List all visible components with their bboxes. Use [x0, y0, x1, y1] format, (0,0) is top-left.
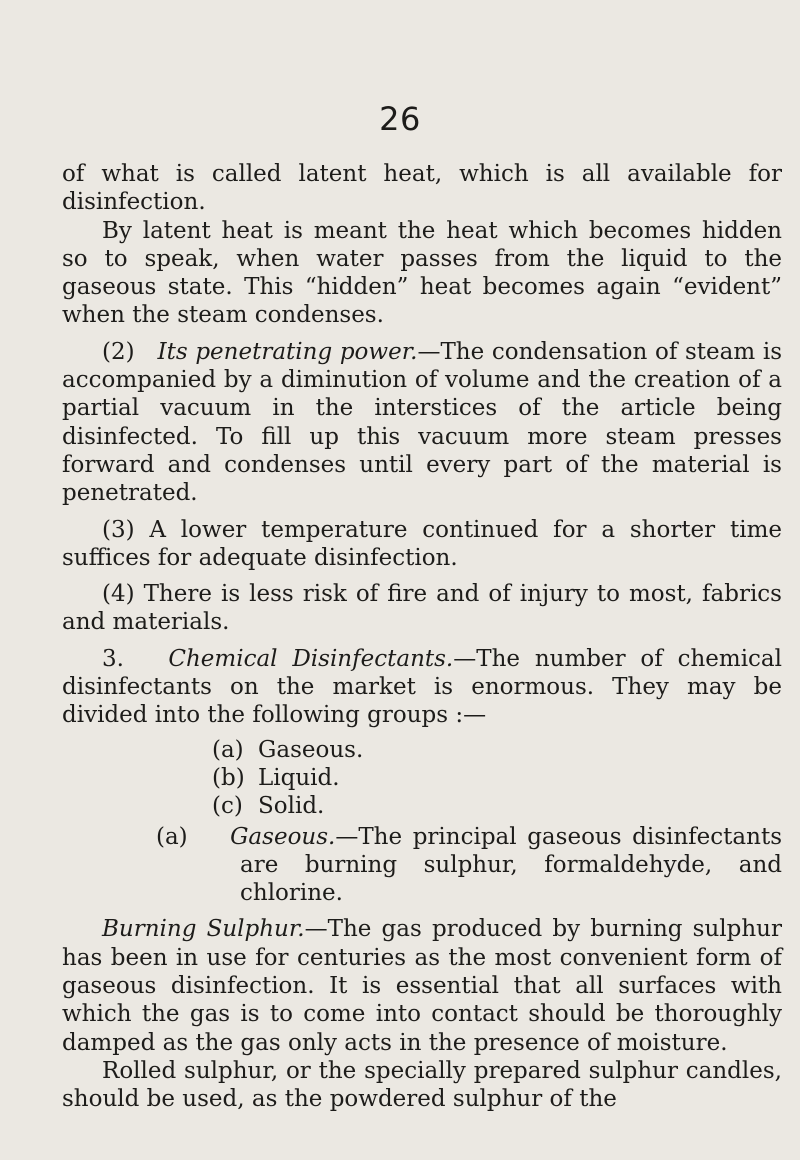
paragraph-lower-temperature: (3) A lower temperature continued for a shorter time suffices for adequate disinfection. — [62, 516, 782, 571]
list-item — [212, 764, 782, 792]
subsection-text: —The gas produced by burning sulphur has been in use for centuries as the most convenient form of gaseous disinfection. It is essential that all surfaces with which the gas is to come into contact should be thoroughly damped as the gas only acts in the presence of moisture. — [62, 916, 782, 1056]
subsection-title: Burning Sulphur. — [102, 916, 305, 943]
paragraph-penetrating-power — [62, 338, 782, 508]
section-title: Chemical Disinfectants. — [168, 645, 454, 672]
page-body — [62, 160, 782, 1114]
paragraph-burning-sulphur — [62, 915, 782, 1056]
list-label: Gaseous. — [258, 736, 364, 763]
section-text: —The number of chemical disinfectants on the market is enormous. They may be divided into the following groups :— — [62, 645, 782, 729]
item-text: —The condensation of steam is accompanied by a diminution of volume and the creation of a partial vacuum in the interstices of the article being disinfected. To fill up this vacuum more steam presses forward and condenses until every part of the material is penetrated. — [62, 338, 782, 507]
list-marker: (b) — [212, 764, 245, 791]
list-item — [212, 792, 782, 820]
item-title: Its penetrating power. — [157, 338, 418, 365]
paragraph-fire-risk: (4) There is less risk of fire and of injury to most, fabrics and materials. — [62, 581, 782, 636]
section-number: 3. — [102, 645, 124, 672]
paragraph-gaseous — [62, 823, 782, 908]
paragraph-rolled-sulphur: Rolled sulphur, or the specially prepared sulphur candles, should be used, as the powdered sulphur of the — [62, 1057, 782, 1113]
list-item — [212, 736, 782, 764]
paragraph-continuation: of what is called latent heat, which is all available for disinfection. — [62, 161, 782, 216]
paragraph-latent-heat: By latent heat is meant the heat which becomes hidden so to speak, when water passes from the liquid to the gaseous state. This “hidden” heat becomes again “evident” when the steam condenses. — [62, 217, 782, 329]
item-number: (2) — [102, 338, 135, 365]
groups-list — [62, 736, 782, 821]
list-label: Solid. — [258, 793, 325, 820]
list-label: Liquid. — [258, 764, 340, 791]
subsection-title: Gaseous. — [230, 823, 336, 850]
subsection-number: (a) — [156, 823, 188, 850]
paragraph-chemical-disinfectants — [62, 645, 782, 730]
list-marker: (c) — [212, 793, 243, 820]
page-number: 26 — [379, 100, 421, 138]
list-marker: (a) — [212, 736, 244, 763]
subsection-text: —The principal gaseous disinfectants are burning sulphur, formaldehyde, and chlorine. — [240, 823, 782, 907]
